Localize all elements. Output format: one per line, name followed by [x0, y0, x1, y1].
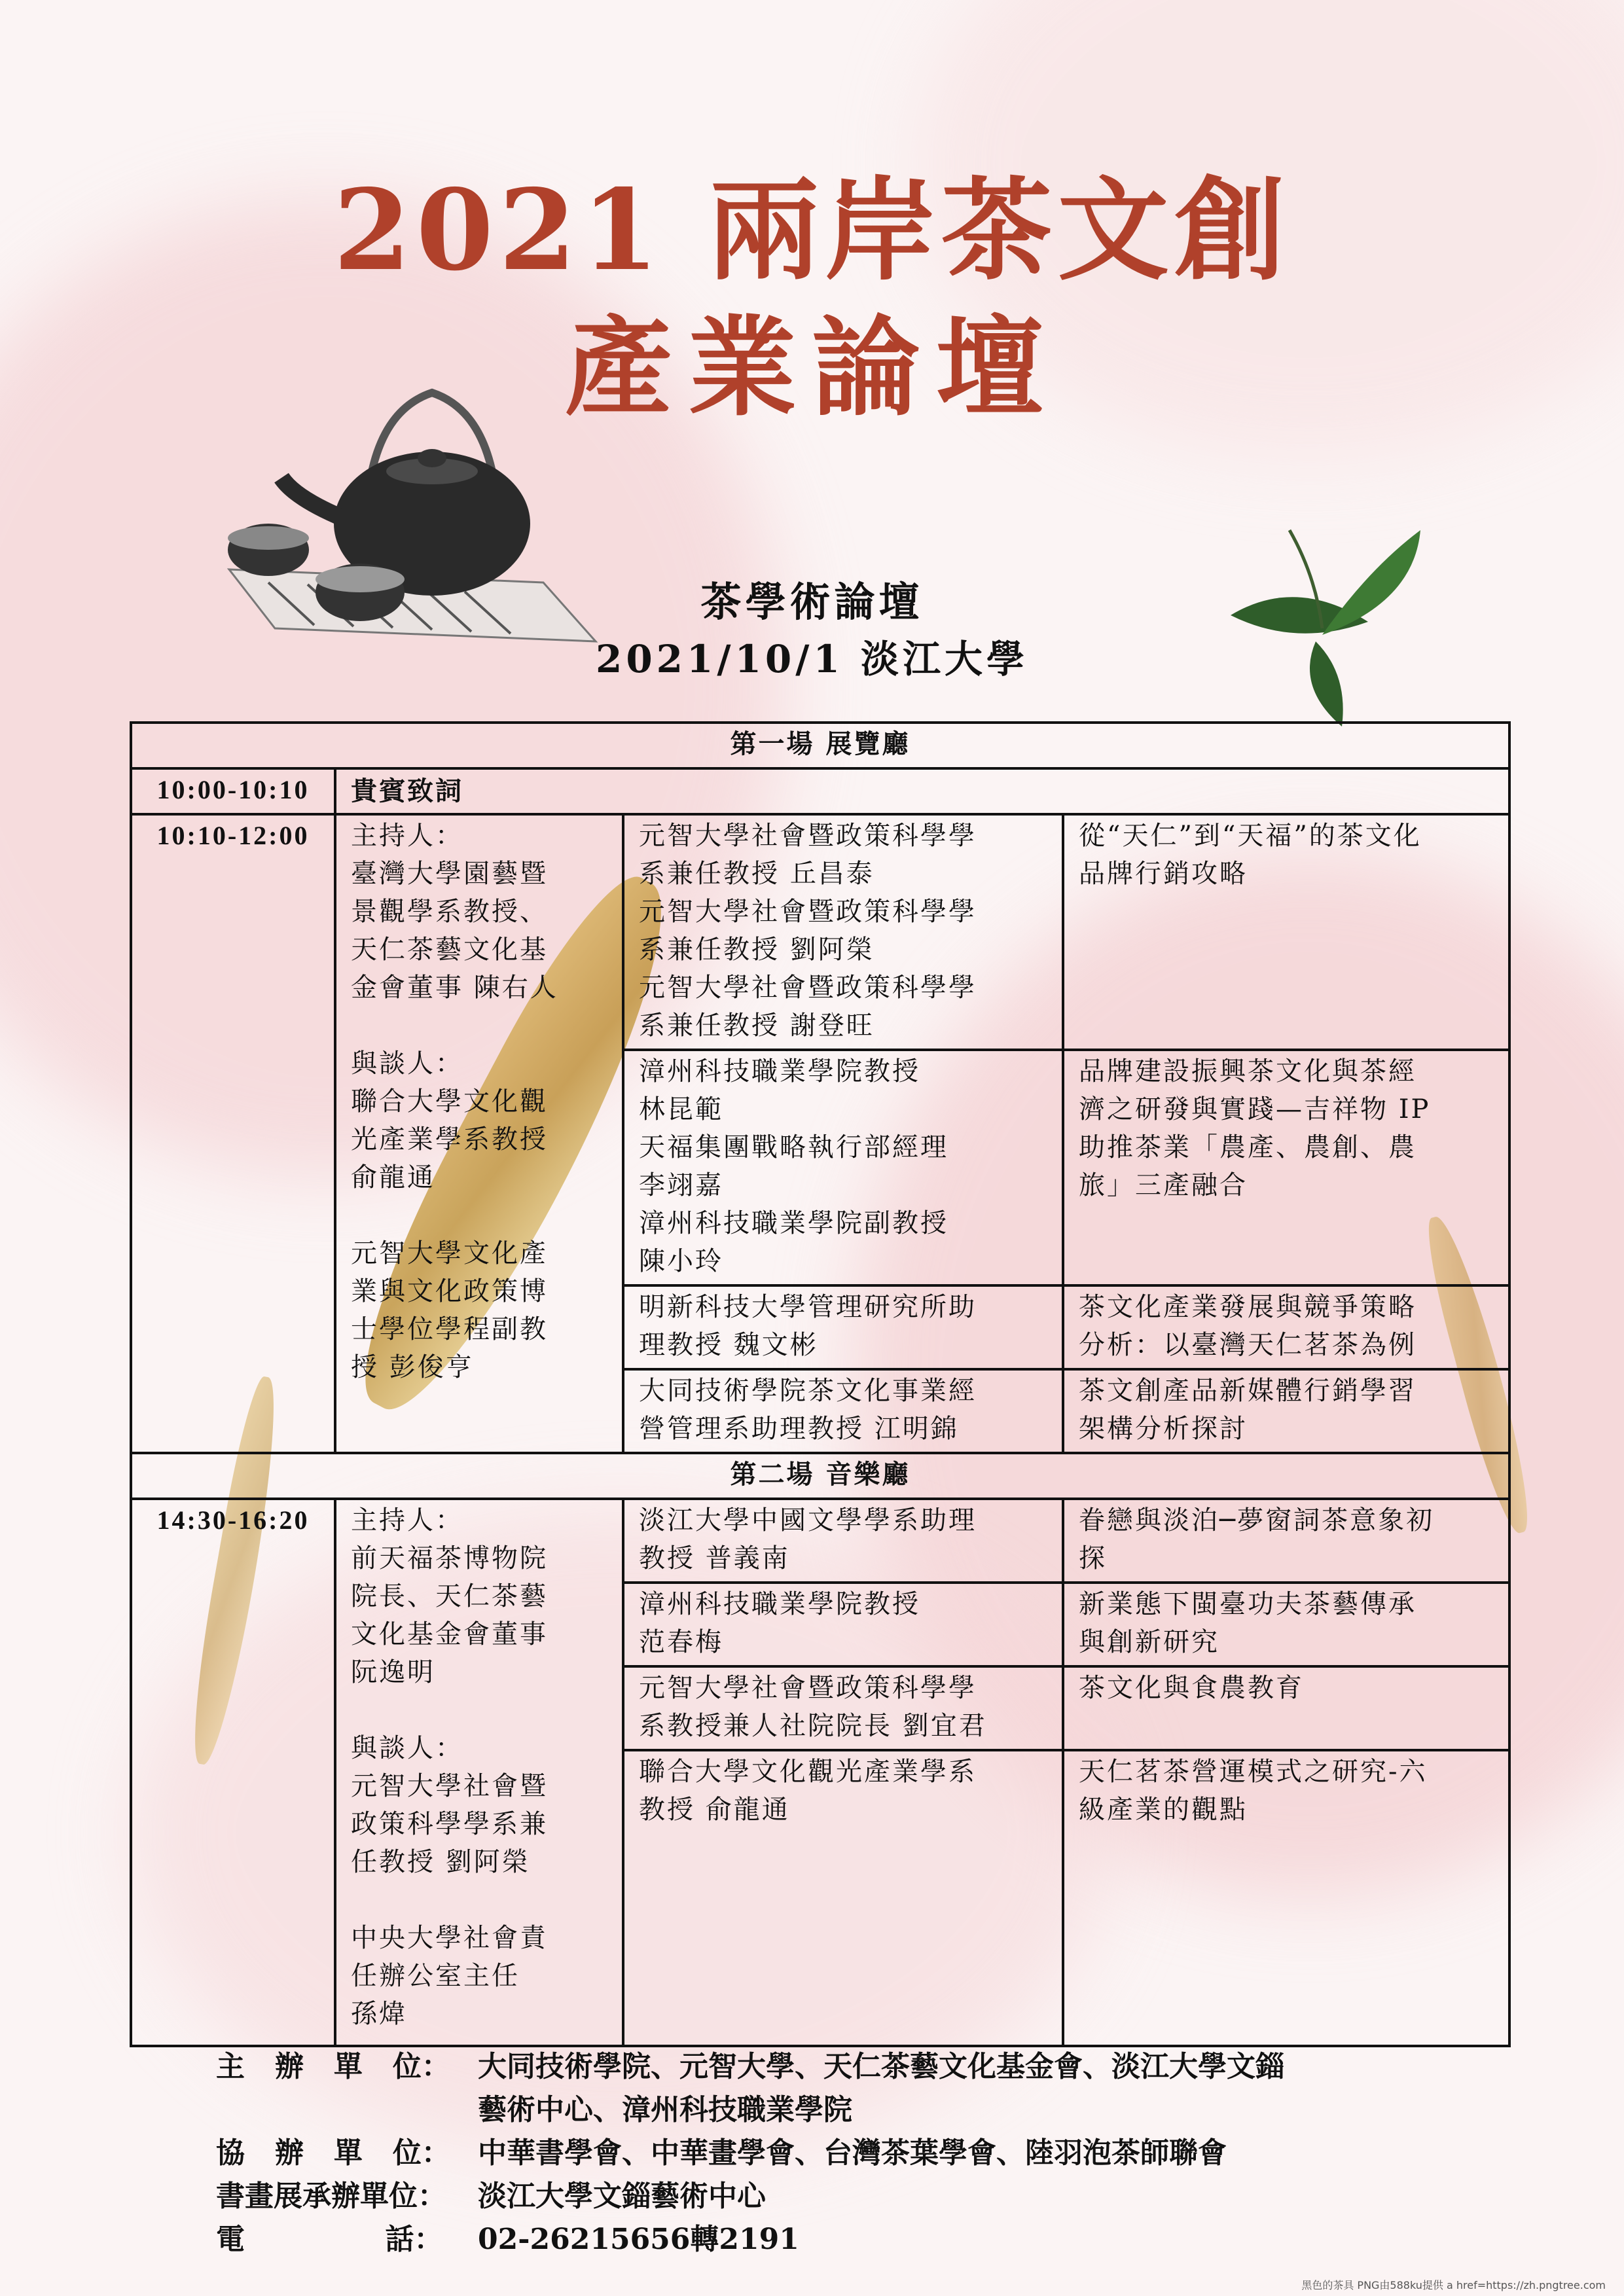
speaker-line: 教授 俞龍通: [639, 1795, 790, 1825]
page-title-line2: 產業論壇: [564, 304, 1060, 431]
exhibition-row: [216, 2175, 1525, 2218]
phone-row: [216, 2218, 1525, 2261]
chair-line: 中央大學社會責: [351, 1923, 548, 1953]
chair-cell: [335, 814, 623, 1453]
speaker-line: 淡江大學中國文學學系助理: [639, 1505, 977, 1535]
table-row: [131, 1499, 1509, 1583]
session-header: 第一場 展覽廳: [131, 723, 1509, 768]
speaker-cell: [623, 1666, 1063, 1750]
session-header: 第二場 音樂廳: [131, 1453, 1509, 1499]
speaker-line: 教授 普義南: [639, 1543, 790, 1573]
co-organizer-value: 中華書學會、中華畫學會、台灣茶葉學會、陸羽泡茶師聯會: [478, 2136, 1227, 2170]
topic-cell: [1063, 1666, 1509, 1750]
topic-line: 品牌行銷攻略: [1079, 859, 1248, 889]
speaker-line: 范春梅: [639, 1627, 723, 1657]
speaker-cell: [623, 814, 1063, 1050]
exhibition-value: 淡江大學文錙藝術中心: [478, 2179, 766, 2213]
speaker-line: 元智大學社會暨政策科學學: [639, 897, 977, 927]
topic-cell: [1063, 1583, 1509, 1666]
table-row: [131, 768, 1509, 814]
chair-line: 元智大學文化產: [351, 1238, 548, 1268]
chair-line: 主持人：: [351, 1505, 463, 1535]
organizer-row: [216, 2045, 1525, 2089]
table-row: [131, 1453, 1509, 1499]
speaker-line: 漳州科技職業學院副教授: [639, 1208, 948, 1238]
chair-line: 院長、天仁茶藝: [351, 1581, 548, 1611]
topic-line: 茶文創產品新媒體行銷學習: [1079, 1376, 1416, 1406]
topic-line: 旅」三產融合: [1079, 1170, 1248, 1200]
chair-line: 元智大學社會暨: [351, 1771, 548, 1801]
speaker-line: 元智大學社會暨政策科學學: [639, 1673, 977, 1703]
chair-line: 任辦公室主任: [351, 1961, 520, 1991]
co-organizer-label: 協 辦 單 位：: [216, 2136, 450, 2170]
topic-line: 品牌建設振興茶文化與茶經: [1079, 1056, 1416, 1086]
speaker-line: 元智大學社會暨政策科學學: [639, 973, 977, 1003]
speaker-line: 系兼任教授 丘昌泰: [639, 859, 875, 889]
chair-line: 阮逸明: [351, 1657, 435, 1687]
phone-label: 電 話：: [216, 2223, 443, 2256]
speaker-line: 天福集團戰略執行部經理: [639, 1132, 948, 1162]
chair-line: 士學位學程副教: [351, 1314, 548, 1344]
page-title: 2021 兩岸茶文創: [333, 165, 1291, 296]
topic-cell: [1063, 1499, 1509, 1583]
forum-name: 茶學術論壇: [700, 578, 924, 626]
organizer-value: 大同技術學院、元智大學、天仁茶藝文化基金會、淡江大學文錙: [478, 2050, 1284, 2083]
chair-line: 前天福茶博物院: [351, 1543, 548, 1573]
speaker-cell: [623, 1583, 1063, 1666]
time-cell: 14:30-16:20: [131, 1499, 335, 2046]
chair-line: 俞龍通: [351, 1162, 435, 1193]
agenda-table: [130, 721, 1511, 2047]
speaker-line: 系兼任教授 劉阿榮: [639, 935, 875, 965]
forum-date-venue: 2021/10/1 淡江大學: [595, 637, 1029, 681]
spacer: [351, 1691, 607, 1729]
chair-line: 與談人：: [351, 1049, 463, 1079]
topic-line: 探: [1079, 1543, 1107, 1573]
organizer-info: [216, 2045, 1525, 2261]
speaker-line: 系兼任教授 謝登旺: [639, 1011, 875, 1041]
speaker-line: 陳小玲: [639, 1246, 723, 1276]
spacer: [351, 1196, 607, 1234]
chair-line: 光產業學系教授: [351, 1124, 548, 1155]
topic-line: 新業態下閩臺功夫茶藝傳承: [1079, 1589, 1416, 1619]
topic-line: 從“天仁”到“天福”的茶文化: [1079, 821, 1422, 851]
speaker-cell: [623, 1369, 1063, 1453]
speaker-line: 林昆範: [639, 1094, 723, 1124]
topic-line: 天仁茗茶營運模式之研究-六: [1079, 1757, 1428, 1787]
speaker-line: 理教授 魏文彬: [639, 1330, 818, 1360]
speaker-cell: [623, 1050, 1063, 1285]
topic-line: 架構分析探討: [1079, 1414, 1248, 1444]
speaker-cell: [623, 1750, 1063, 2046]
topic-line: 助推茶業「農產、農創、農: [1079, 1132, 1416, 1162]
topic-line: 濟之研發與實踐—吉祥物 IP: [1079, 1094, 1431, 1124]
image-credit: 黑色的茶具 PNG由588ku提供 a href=https://zh.pngtree.com: [1301, 2279, 1606, 2291]
speaker-line: 李翊嘉: [639, 1170, 723, 1200]
time-cell: 10:00-10:10: [131, 768, 335, 814]
speaker-line: 大同技術學院茶文化事業經: [639, 1376, 977, 1406]
organizer-row-cont: [216, 2089, 1525, 2132]
chair-line: 天仁茶藝文化基: [351, 935, 548, 965]
spacer: [351, 1007, 607, 1045]
topic-cell: [1063, 1750, 1509, 2046]
speaker-line: 聯合大學文化觀光產業學系: [639, 1757, 977, 1787]
speaker-cell: [623, 1499, 1063, 1583]
speaker-line: 元智大學社會暨政策科學學: [639, 821, 977, 851]
table-row: [131, 723, 1509, 768]
chair-line: 主持人：: [351, 821, 463, 851]
speaker-cell: [623, 1285, 1063, 1369]
organizer-value-cont: 藝術中心、漳州科技職業學院: [478, 2093, 852, 2126]
topic-line: 分析：以臺灣天仁茗茶為例: [1079, 1330, 1416, 1360]
chair-line: 文化基金會董事: [351, 1619, 548, 1649]
chair-line: 政策科學學系兼: [351, 1809, 548, 1839]
topic-line: 茶文化與食農教育: [1079, 1673, 1304, 1703]
organizer-label: 主 辦 單 位：: [216, 2050, 450, 2083]
time-cell: 10:10-12:00: [131, 814, 335, 1453]
exhibition-label: 書畫展承辦單位：: [216, 2179, 446, 2213]
chair-cell: [335, 1499, 623, 2046]
chair-line: 臺灣大學園藝暨: [351, 859, 548, 889]
topic-line: 眷戀與淡泊─夢窗詞茶意象初: [1079, 1505, 1435, 1535]
speaker-line: 漳州科技職業學院教授: [639, 1056, 920, 1086]
chair-line: 任教授 劉阿榮: [351, 1847, 530, 1877]
chair-line: 金會董事 陳右人: [351, 973, 558, 1003]
speaker-line: 明新科技大學管理研究所助: [639, 1292, 977, 1322]
welcome-label: 貴賓致詞: [335, 768, 1509, 814]
chair-line: 孫煒: [351, 1999, 407, 2029]
chair-line: 聯合大學文化觀: [351, 1086, 548, 1117]
topic-line: 茶文化產業發展與競爭策略: [1079, 1292, 1416, 1322]
chair-line: 與談人：: [351, 1733, 463, 1763]
phone-value: 02-26215656轉2191: [478, 2223, 799, 2256]
chair-line: 授 彭俊亨: [351, 1352, 474, 1382]
topic-line: 級產業的觀點: [1079, 1795, 1248, 1825]
topic-cell: [1063, 1369, 1509, 1453]
table-row: [131, 814, 1509, 1050]
speaker-line: 漳州科技職業學院教授: [639, 1589, 920, 1619]
topic-line: 與創新研究: [1079, 1627, 1219, 1657]
topic-cell: [1063, 1050, 1509, 1285]
spacer: [351, 1881, 607, 1919]
speaker-line: 營管理系助理教授 江明錦: [639, 1414, 959, 1444]
spacer: [216, 2089, 478, 2132]
chair-line: 景觀學系教授、: [351, 897, 548, 927]
chair-line: 業與文化政策博: [351, 1276, 548, 1306]
speaker-line: 系教授兼人社院院長 劉宜君: [639, 1711, 987, 1741]
co-organizer-row: [216, 2132, 1525, 2175]
topic-cell: [1063, 814, 1509, 1050]
topic-cell: [1063, 1285, 1509, 1369]
